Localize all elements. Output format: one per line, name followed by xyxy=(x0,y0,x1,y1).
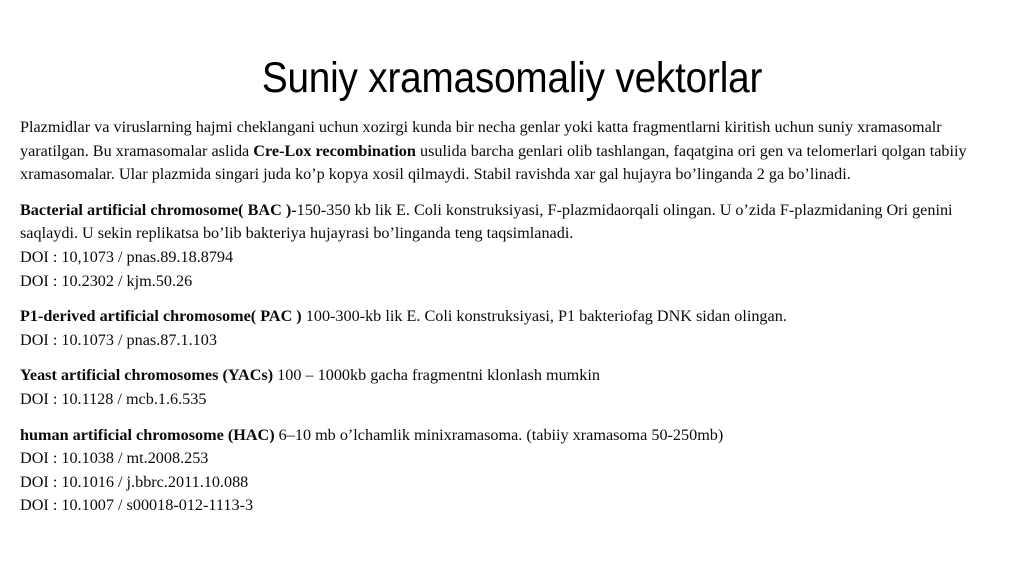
section-body-pac: 100-300-kb lik E. Coli konstruksiyasi, P1 bakteriofag DNK sidan olingan. xyxy=(301,307,787,326)
doi-line: DOI : 10.2302 / kjm.50.26 xyxy=(20,271,193,290)
section-body-yac: 100 – 1000kb gacha fragmentni klonlash mumkin xyxy=(273,366,600,385)
section-heading-line xyxy=(20,199,1010,246)
section-body-hac: 6–10 mb o’lchamlik minixramasoma. (tabiiy xramasoma 50-250mb) xyxy=(274,425,724,444)
doi-line: DOI : 10,1073 / pnas.89.18.8794 xyxy=(20,247,234,266)
section-hac xyxy=(20,424,1010,518)
section-lead-yac: Yeast artificial chromosomes (YACs) xyxy=(20,366,274,385)
section-bac xyxy=(20,199,1010,293)
doi-line: DOI : 10.1038 / mt.2008.253 xyxy=(20,449,209,468)
slide-body xyxy=(20,116,1010,518)
section-lead-hac: human artificial chromosome (HAC) xyxy=(20,425,275,444)
intro-text-after: usulida barcha genlari olib tashlangan, faqatgina ori gen va telomerlari qolgan tabiiy xramasomalar. Ular plazmida singari juda ko’p kopya xosil qilmaydi. Stabil ravishda xar gal hujayra bo’linganda 2 ga bo’linadi. xyxy=(20,141,967,184)
page-title: Suniy xramasomaliy vektorlar xyxy=(261,54,763,102)
intro-bold-term: Cre-Lox recombination xyxy=(253,141,416,160)
section-yac xyxy=(20,364,1010,411)
section-heading-line xyxy=(20,424,1010,448)
section-heading-line xyxy=(20,305,1010,329)
section-body-bac: 150-350 kb lik E. Coli konstruksiyasi, F-plazmidaorqali olingan. U o’zida F-plazmidaning Ori genini saqlaydi. U sekin replikatsa bo’lib bakteriya hujayrasi bo’linganda teng taqsimlanadi. xyxy=(20,200,953,243)
doi-line: DOI : 10.1128 / mcb.1.6.535 xyxy=(20,389,207,408)
section-lead-pac: P1-derived artificial chromosome( PAC ) xyxy=(20,307,302,326)
intro-text-before: Plazmidlar va viruslarning hajmi cheklangani uchun xozirgi kunda bir necha genlar yoki katta fragmentlarni kiritish uchun suniy xramasomalr yaratilgan. Bu xramasomalar aslida xyxy=(20,118,942,160)
section-heading-line xyxy=(20,364,1010,388)
doi-line: DOI : 10.1073 / pnas.87.1.103 xyxy=(20,330,217,349)
section-lead-bac: Bacterial artificial chromosome( BAC )- xyxy=(20,200,297,219)
doi-line: DOI : 10.1016 / j.bbrc.2011.10.088 xyxy=(20,472,249,491)
doi-line: DOI : 10.1007 / s00018-012-1113-3 xyxy=(20,496,254,515)
intro-paragraph xyxy=(20,116,1010,187)
section-pac xyxy=(20,305,1010,352)
